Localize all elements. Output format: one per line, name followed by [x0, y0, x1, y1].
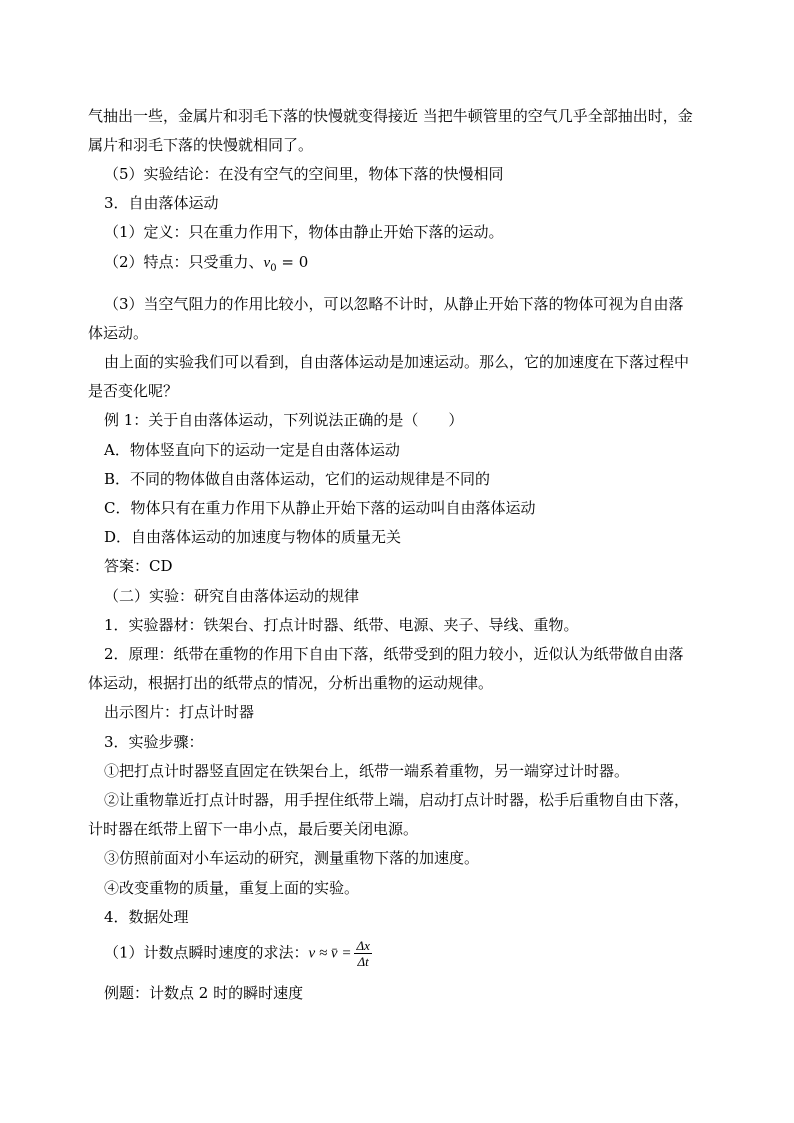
velocity-subscript: 0 — [270, 263, 277, 274]
section-heading: 3．自由落体运动 — [104, 194, 219, 212]
option-a: A．物体竖直向下的运动一定是自由落体运动 — [104, 441, 400, 459]
example-question: 例 1：关于自由落体运动，下列说法正确的是（ ） — [104, 411, 464, 429]
example-line: 例题：计数点 2 时的瞬时速度 — [104, 984, 304, 1002]
paragraph-line: 气抽出一些，金属片和羽毛下落的快慢就变得接近 当把牛顿管里的空气几乎全部抽出时，金 — [88, 107, 693, 125]
step-line: ④改变重物的质量，重复上面的实验。 — [104, 879, 360, 897]
step-line: ③仿照前面对小车运动的研究，测量重物下落的加速度。 — [104, 849, 480, 867]
paragraph-line: 体运动，根据打出的纸带点的情况，分析出重物的运动规律。 — [88, 674, 494, 692]
paragraph-line: 体运动。 — [88, 324, 149, 342]
formula-expression: v ≈ v̄ = — [308, 945, 352, 962]
paragraph-line: （1）定义：只在重力作用下，物体由静止开始下落的运动。 — [104, 223, 504, 241]
step-line: 计时器在纸带上留下一串小点，最后要关闭电源。 — [88, 820, 419, 838]
step-line: ①把打点计时器竖直固定在铁架台上，纸带一端系着重物，另一端穿过计时器。 — [104, 762, 630, 780]
section-heading: （二）实验：研究自由落体运动的规律 — [104, 587, 360, 605]
velocity-value: = 0 — [276, 253, 309, 271]
option-b: B．不同的物体做自由落体运动，它们的运动规律是不同的 — [104, 470, 491, 488]
paragraph-line: 由上面的实验我们可以看到，自由落体运动是加速运动。那么，它的加速度在下落过程中 — [104, 353, 690, 371]
paragraph-line: 2．原理：纸带在重物的作用下自由下落，纸带受到的阻力较小，近似认为纸带做自由落 — [104, 645, 684, 663]
fraction — [354, 938, 371, 969]
paragraph-line: 是否变化呢？ — [88, 382, 179, 400]
section-heading: 3．实验步骤： — [104, 733, 204, 751]
paragraph-line: 1．实验器材：铁架台、打点计时器、纸带、电源、夹子、导线、重物。 — [104, 616, 579, 634]
feature-text: （2）特点：只受重力、 — [104, 253, 264, 271]
section-heading: 4．数据处理 — [104, 908, 189, 926]
velocity-symbol: v — [263, 255, 271, 271]
formula-line — [104, 938, 372, 969]
formula-label: （1）计数点瞬时速度的求法： — [104, 943, 309, 962]
option-c: C．物体只有在重力作用下从静止开始下落的运动叫自由落体运动 — [104, 499, 536, 517]
option-d: D．自由落体运动的加速度与物体的质量无关 — [104, 528, 402, 546]
paragraph-line: （3）当空气阻力的作用比较小，可以忽略不计时，从静止开始下落的物体可视为自由落 — [104, 295, 684, 313]
paragraph-line: 出示图片：打点计时器 — [104, 703, 255, 721]
fraction-numerator: Δx — [356, 938, 370, 953]
paragraph-line — [104, 252, 308, 279]
answer-line: 答案：CD — [104, 557, 173, 575]
paragraph-line: 属片和羽毛下落的快慢就相同了。 — [88, 136, 314, 154]
paragraph-line: （5）实验结论：在没有空气的空间里，物体下落的快慢相同 — [104, 165, 504, 183]
step-line: ②让重物靠近打点计时器，用手捏住纸带上端，启动打点计时器，松手后重物自由下落， — [104, 791, 690, 809]
fraction-denominator: Δt — [357, 954, 369, 969]
